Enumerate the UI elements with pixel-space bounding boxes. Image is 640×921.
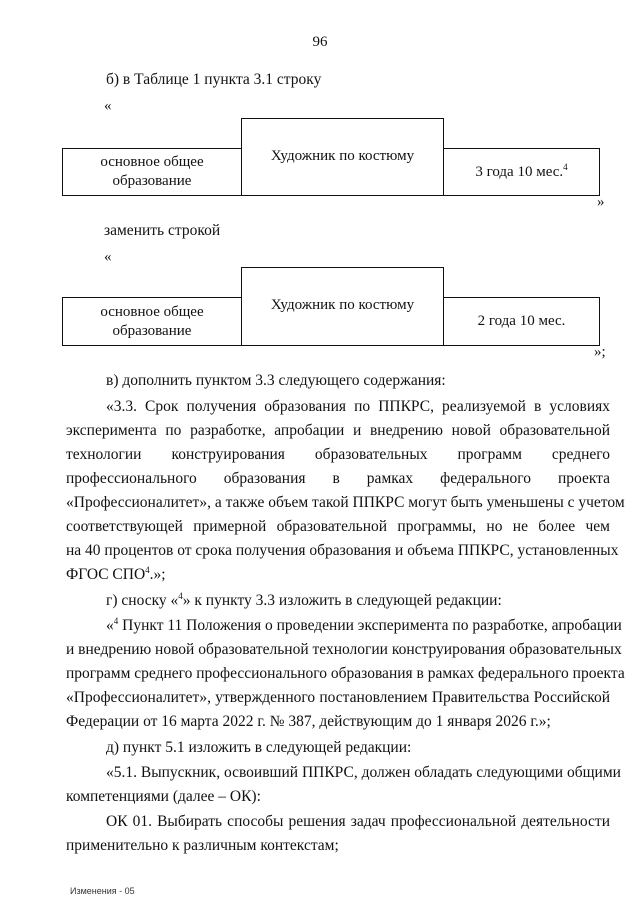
section-d-intro: д) пункт 5.1 изложить в следующей редакции:: [106, 739, 412, 756]
paragraph-line: программ среднего профессионального образования в рамках федерального проекта: [66, 665, 625, 682]
section-g-intro: г) сноску «$^4$» к пункту 3.3 изложить в следующей редакции:: [106, 591, 502, 609]
replace-text: заменить строкой: [104, 222, 221, 239]
education-line-2: образование: [112, 173, 192, 189]
page-number: 96: [312, 34, 328, 50]
profession-name: Художник по костюму: [270, 148, 415, 164]
paragraph-line: ОК 01. Выбирать способы решения задач профессиональной деятельности: [106, 813, 610, 830]
paragraph-line: соответствующей примерной образовательной программы, но не более чем: [66, 518, 610, 535]
paragraph-line: технологии конструирования образовательных программ среднего: [66, 446, 610, 463]
cell-profession: [241, 267, 444, 346]
cell-education: [62, 297, 242, 346]
education-line-1: основное общее: [100, 303, 204, 320]
paragraph-last-line: компетенциями (далее – ОК):: [66, 788, 261, 805]
duration-value: 2 года 10 мес.: [477, 313, 566, 329]
paragraph-line: «Профессионалитет», а также объем такой ППКРС могут быть уменьшены с учетом: [66, 494, 625, 511]
education-line-2: образование: [112, 322, 192, 339]
cell-profession: [241, 118, 444, 196]
paragraph-line: и внедрению новой образовательной технологии конструирования образовательных: [66, 641, 622, 658]
section-v-intro: в) дополнить пунктом 3.3 следующего содержания:: [106, 372, 446, 389]
footnote-ref: 4: [178, 591, 183, 601]
profession-name: Художник по костюму: [270, 297, 415, 313]
cell-duration: [443, 148, 600, 196]
open-quote-2: «: [104, 249, 112, 265]
education-line-1: основное общее: [100, 154, 204, 170]
section-b-intro: б) в Таблице 1 пункта 3.1 строку: [106, 71, 322, 88]
paragraph-line: «5.1. Выпускник, освоивший ППКРС, должен обладать следующими общими: [106, 764, 621, 781]
close-quote-2: »;: [594, 344, 606, 360]
paragraph-line: «$^4$ Пункт 11 Положения о проведении эксперимента по разработке, апробации: [106, 616, 622, 634]
close-quote: »: [597, 194, 605, 210]
open-quote: «: [104, 98, 112, 114]
cell-duration: [443, 297, 600, 346]
duration-value: 3 года 10 мес.: [475, 163, 564, 180]
paragraph-line: «Профессионалитет», утвержденного постановлением Правительства Российской: [66, 689, 610, 706]
footnote-ref: 4: [563, 161, 568, 172]
paragraph-last-line: Федерации от 16 марта 2022 г. № 387, действующим до 1 января 2026 г.»;: [66, 713, 551, 730]
paragraph-line: «3.3. Срок получения образования по ППКРС, реализуемой в условиях: [106, 398, 610, 415]
footnote-ref: 4: [145, 565, 150, 575]
cell-education: [62, 148, 242, 196]
paragraph-line: профессионального образования в рамках федерального проекта: [66, 470, 610, 487]
paragraph-last-line: ФГОС СПО$^4$.»;: [66, 565, 166, 583]
paragraph-line: эксперимента по разработке, апробации и внедрению новой образовательной: [66, 422, 610, 439]
page-footer: Изменения - 05: [70, 886, 135, 896]
footnote-ref: 4: [113, 616, 119, 626]
paragraph-line: на 40 процентов от срока получения образования и объема ППКРС, установленных: [66, 542, 619, 559]
paragraph-last-line: применительно к различным контекстам;: [66, 837, 339, 854]
